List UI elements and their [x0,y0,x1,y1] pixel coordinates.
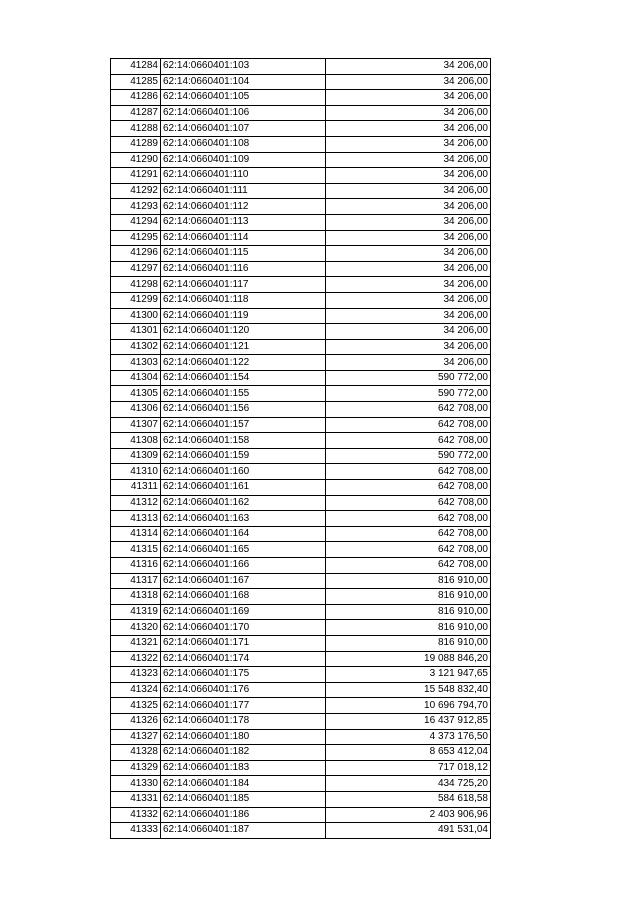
cadastral-number-cell: 62:14:0660401:162 [161,495,326,511]
cadastral-value-cell: 34 206,00 [326,324,491,340]
table-row [111,277,491,293]
row-number-cell: 41309 [111,448,161,464]
cadastral-number-cell: 62:14:0660401:186 [161,807,326,823]
cadastral-number-cell: 62:14:0660401:155 [161,386,326,402]
cadastral-value-cell: 34 206,00 [326,152,491,168]
cadastral-number-cell: 62:14:0660401:177 [161,698,326,714]
table-row [111,807,491,823]
row-number-cell: 41285 [111,74,161,90]
cadastral-number-cell: 62:14:0660401:106 [161,105,326,121]
table-row [111,370,491,386]
row-number-cell: 41310 [111,464,161,480]
cadastral-number-cell: 62:14:0660401:161 [161,480,326,496]
table-body [111,59,491,839]
cadastral-value-cell: 816 910,00 [326,589,491,605]
cadastral-number-cell: 62:14:0660401:171 [161,635,326,651]
table-row [111,214,491,230]
cadastral-number-cell: 62:14:0660401:108 [161,136,326,152]
cadastral-value-cell: 34 206,00 [326,230,491,246]
table-row [111,183,491,199]
cadastral-number-cell: 62:14:0660401:165 [161,542,326,558]
cadastral-value-cell: 34 206,00 [326,246,491,262]
cadastral-number-cell: 62:14:0660401:113 [161,214,326,230]
cadastral-value-cell: 642 708,00 [326,511,491,527]
cadastral-number-cell: 62:14:0660401:183 [161,760,326,776]
cadastral-value-cell: 34 206,00 [326,308,491,324]
cadastral-value-cell: 34 206,00 [326,168,491,184]
table-row [111,339,491,355]
cadastral-value-cell: 2 403 906,96 [326,807,491,823]
table-row [111,246,491,262]
table-row [111,74,491,90]
row-number-cell: 41321 [111,635,161,651]
cadastral-value-cell: 491 531,04 [326,823,491,839]
table-row [111,620,491,636]
cadastral-value-cell: 642 708,00 [326,417,491,433]
table-row [111,261,491,277]
row-number-cell: 41326 [111,713,161,729]
row-number-cell: 41331 [111,791,161,807]
table-row [111,480,491,496]
cadastral-value-cell: 642 708,00 [326,464,491,480]
cadastral-number-cell: 62:14:0660401:104 [161,74,326,90]
cadastral-value-cell: 10 696 794,70 [326,698,491,714]
row-number-cell: 41305 [111,386,161,402]
row-number-cell: 41297 [111,261,161,277]
row-number-cell: 41292 [111,183,161,199]
cadastral-value-cell: 15 548 832,40 [326,682,491,698]
cadastral-number-cell: 62:14:0660401:121 [161,339,326,355]
cadastral-value-cell: 34 206,00 [326,355,491,371]
table-row [111,495,491,511]
cadastral-number-cell: 62:14:0660401:116 [161,261,326,277]
cadastral-number-cell: 62:14:0660401:187 [161,823,326,839]
table-row [111,386,491,402]
row-number-cell: 41290 [111,152,161,168]
cadastral-value-cell: 717 018,12 [326,760,491,776]
cadastral-value-cell: 19 088 846,20 [326,651,491,667]
cadastral-value-cell: 4 373 176,50 [326,729,491,745]
row-number-cell: 41314 [111,526,161,542]
row-number-cell: 41323 [111,667,161,683]
row-number-cell: 41293 [111,199,161,215]
cadastral-value-cell: 642 708,00 [326,480,491,496]
cadastral-value-cell: 642 708,00 [326,495,491,511]
row-number-cell: 41324 [111,682,161,698]
cadastral-number-cell: 62:14:0660401:158 [161,433,326,449]
cadastral-value-cell: 642 708,00 [326,542,491,558]
table-row [111,105,491,121]
cadastral-number-cell: 62:14:0660401:167 [161,573,326,589]
table-row [111,760,491,776]
table-row [111,651,491,667]
row-number-cell: 41315 [111,542,161,558]
row-number-cell: 41286 [111,90,161,106]
table-row [111,589,491,605]
cadastral-value-cell: 34 206,00 [326,183,491,199]
table-row [111,464,491,480]
cadastral-value-cell: 590 772,00 [326,386,491,402]
table-row [111,417,491,433]
row-number-cell: 41287 [111,105,161,121]
cadastral-value-cell: 816 910,00 [326,604,491,620]
cadastral-number-cell: 62:14:0660401:176 [161,682,326,698]
table-row [111,682,491,698]
cadastral-value-cell: 34 206,00 [326,105,491,121]
cadastral-value-cell: 34 206,00 [326,214,491,230]
table-row [111,448,491,464]
cadastral-number-cell: 62:14:0660401:178 [161,713,326,729]
table-row [111,152,491,168]
table-row [111,402,491,418]
row-number-cell: 41289 [111,136,161,152]
cadastral-value-cell: 434 725,20 [326,776,491,792]
cadastral-value-cell: 34 206,00 [326,90,491,106]
cadastral-number-cell: 62:14:0660401:105 [161,90,326,106]
cadastral-number-cell: 62:14:0660401:182 [161,745,326,761]
row-number-cell: 41325 [111,698,161,714]
table-row [111,308,491,324]
cadastral-value-cell: 816 910,00 [326,573,491,589]
cadastral-number-cell: 62:14:0660401:109 [161,152,326,168]
row-number-cell: 41308 [111,433,161,449]
row-number-cell: 41316 [111,558,161,574]
row-number-cell: 41318 [111,589,161,605]
table-row [111,90,491,106]
row-number-cell: 41298 [111,277,161,293]
row-number-cell: 41291 [111,168,161,184]
row-number-cell: 41332 [111,807,161,823]
row-number-cell: 41302 [111,339,161,355]
cadastral-number-cell: 62:14:0660401:163 [161,511,326,527]
cadastral-number-cell: 62:14:0660401:156 [161,402,326,418]
table-row [111,823,491,839]
cadastral-number-cell: 62:14:0660401:175 [161,667,326,683]
cadastral-number-cell: 62:14:0660401:154 [161,370,326,386]
row-number-cell: 41288 [111,121,161,137]
table-row [111,433,491,449]
table-row [111,542,491,558]
table-row [111,573,491,589]
row-number-cell: 41300 [111,308,161,324]
table-row [111,355,491,371]
cadastral-number-cell: 62:14:0660401:159 [161,448,326,464]
table-row [111,199,491,215]
cadastral-value-cell: 34 206,00 [326,136,491,152]
row-number-cell: 41317 [111,573,161,589]
cadastral-number-cell: 62:14:0660401:169 [161,604,326,620]
cadastral-number-cell: 62:14:0660401:160 [161,464,326,480]
cadastral-value-cell: 34 206,00 [326,339,491,355]
cadastral-number-cell: 62:14:0660401:103 [161,59,326,75]
cadastral-number-cell: 62:14:0660401:112 [161,199,326,215]
table-row [111,136,491,152]
row-number-cell: 41295 [111,230,161,246]
cadastral-number-cell: 62:14:0660401:115 [161,246,326,262]
cadastral-value-cell: 642 708,00 [326,402,491,418]
table-row [111,121,491,137]
table-row [111,59,491,75]
cadastral-number-cell: 62:14:0660401:184 [161,776,326,792]
table-row [111,776,491,792]
table-row [111,604,491,620]
cadastral-value-cell: 590 772,00 [326,448,491,464]
row-number-cell: 41333 [111,823,161,839]
cadastral-value-cell: 642 708,00 [326,526,491,542]
table-row [111,230,491,246]
cadastral-number-cell: 62:14:0660401:111 [161,183,326,199]
table-row [111,511,491,527]
cadastral-value-cell: 16 437 912,85 [326,713,491,729]
cadastral-number-cell: 62:14:0660401:157 [161,417,326,433]
cadastral-number-cell: 62:14:0660401:170 [161,620,326,636]
row-number-cell: 41330 [111,776,161,792]
table-row [111,667,491,683]
cadastral-number-cell: 62:14:0660401:164 [161,526,326,542]
row-number-cell: 41301 [111,324,161,340]
cadastral-number-cell: 62:14:0660401:166 [161,558,326,574]
row-number-cell: 41320 [111,620,161,636]
cadastral-value-cell: 584 618,58 [326,791,491,807]
cadastral-number-cell: 62:14:0660401:122 [161,355,326,371]
cadastral-value-cell: 642 708,00 [326,558,491,574]
table-row [111,791,491,807]
table-row [111,635,491,651]
table-row [111,526,491,542]
table-row [111,698,491,714]
table-row [111,713,491,729]
cadastral-number-cell: 62:14:0660401:168 [161,589,326,605]
table-row [111,168,491,184]
cadastral-value-cell: 34 206,00 [326,277,491,293]
cadastral-value-cell: 816 910,00 [326,620,491,636]
cadastral-value-cell: 34 206,00 [326,121,491,137]
row-number-cell: 41322 [111,651,161,667]
row-number-cell: 41306 [111,402,161,418]
row-number-cell: 41296 [111,246,161,262]
table-row [111,324,491,340]
row-number-cell: 41307 [111,417,161,433]
row-number-cell: 41304 [111,370,161,386]
cadastral-value-cell: 34 206,00 [326,292,491,308]
row-number-cell: 41327 [111,729,161,745]
cadastral-value-cell: 34 206,00 [326,59,491,75]
cadastral-value-table [110,58,491,839]
cadastral-value-cell: 34 206,00 [326,199,491,215]
row-number-cell: 41313 [111,511,161,527]
row-number-cell: 41294 [111,214,161,230]
row-number-cell: 41319 [111,604,161,620]
row-number-cell: 41329 [111,760,161,776]
table-row [111,729,491,745]
row-number-cell: 41311 [111,480,161,496]
row-number-cell: 41303 [111,355,161,371]
row-number-cell: 41284 [111,59,161,75]
cadastral-number-cell: 62:14:0660401:118 [161,292,326,308]
cadastral-value-cell: 34 206,00 [326,74,491,90]
cadastral-number-cell: 62:14:0660401:117 [161,277,326,293]
cadastral-number-cell: 62:14:0660401:110 [161,168,326,184]
cadastral-number-cell: 62:14:0660401:120 [161,324,326,340]
row-number-cell: 41299 [111,292,161,308]
cadastral-number-cell: 62:14:0660401:114 [161,230,326,246]
table-row [111,558,491,574]
cadastral-value-cell: 8 653 412,04 [326,745,491,761]
cadastral-number-cell: 62:14:0660401:185 [161,791,326,807]
row-number-cell: 41312 [111,495,161,511]
cadastral-number-cell: 62:14:0660401:180 [161,729,326,745]
row-number-cell: 41328 [111,745,161,761]
cadastral-value-cell: 590 772,00 [326,370,491,386]
cadastral-value-cell: 816 910,00 [326,635,491,651]
table-row [111,745,491,761]
cadastral-number-cell: 62:14:0660401:119 [161,308,326,324]
cadastral-value-cell: 34 206,00 [326,261,491,277]
cadastral-number-cell: 62:14:0660401:107 [161,121,326,137]
cadastral-number-cell: 62:14:0660401:174 [161,651,326,667]
table-row [111,292,491,308]
cadastral-value-cell: 3 121 947,65 [326,667,491,683]
cadastral-value-cell: 642 708,00 [326,433,491,449]
